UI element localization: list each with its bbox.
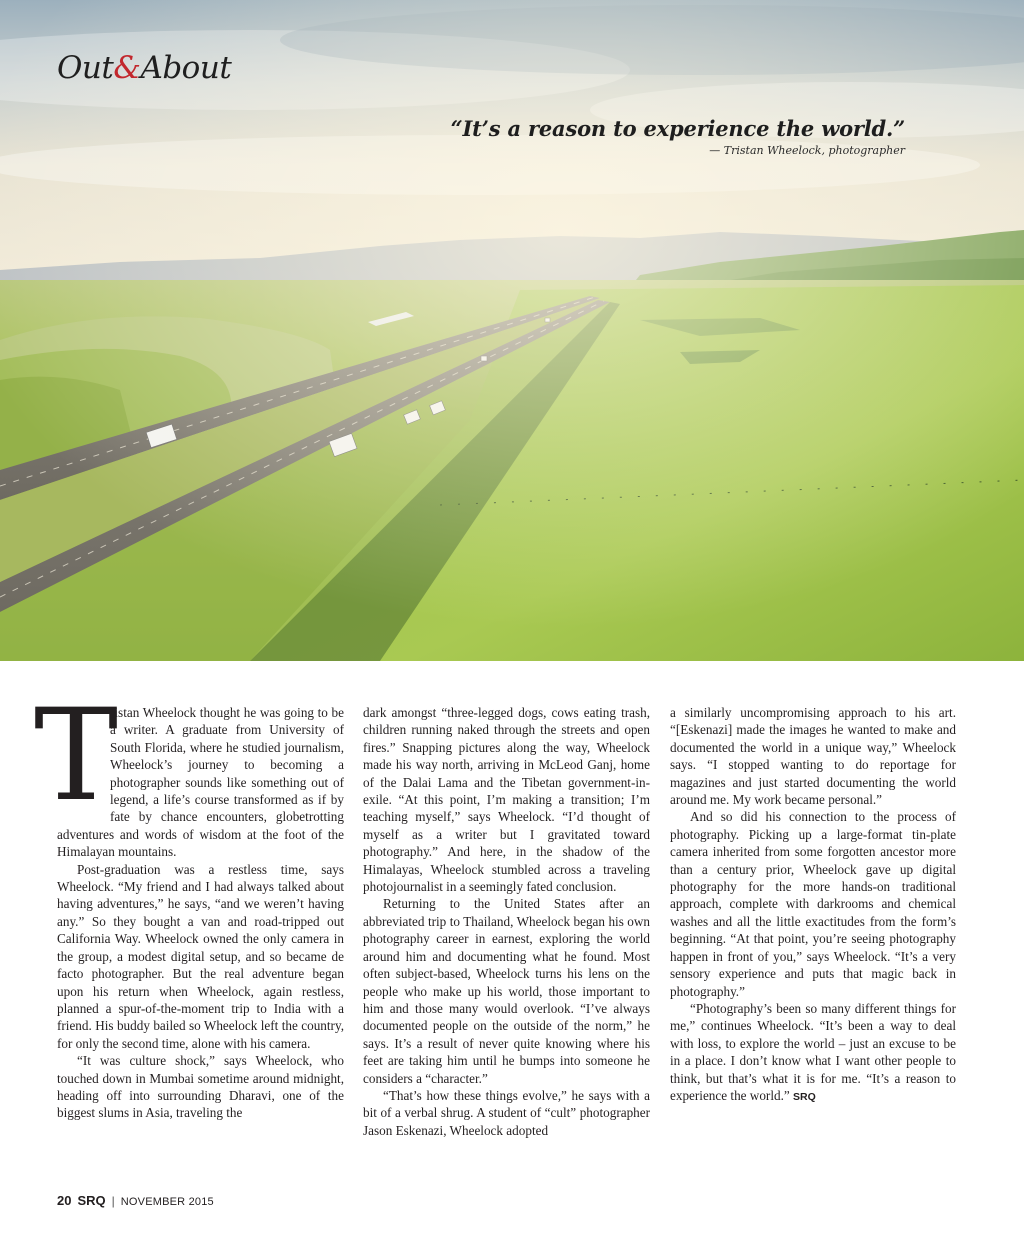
- footer-separator: |: [111, 1194, 115, 1208]
- section-word-out: Out: [57, 50, 114, 86]
- paragraph: “That’s how these things evolve,” he says with a bit of a verbal shrug. A student of “cult” photographer Jason Eskenazi, Wheelock adopted: [363, 1087, 650, 1138]
- paragraph-text: “Photography’s been so many different things for me,” continues Wheelock. “It’s been a way to deal with loss, to explore the world – just an excuse to be in a place. I don’t know what I want other people to think, but that’s what it is for me. “It’s a reason to experience the world.”: [670, 1000, 956, 1103]
- article-column-1: [34, 682, 344, 1122]
- page-number: 20: [57, 1193, 72, 1208]
- end-mark: SRQ: [793, 1090, 816, 1103]
- paragraph: [670, 1000, 956, 1106]
- paragraph: Post-graduation was a restless time, says Wheelock. “My friend and I had always talked about having adventures,” he says, “and we weren’t having any.” So they bought a van and road-tripped out California Way. Wheelock owned the only camera in the group, a modest digital setup, and so became de facto photographer. But the real adventure began upon his return when Wheelock, again restless, planned a spur-of-the-moment trip to India with a friend. His buddy bailed so Wheelock left the country, for only the second time, alone with his camera.: [57, 861, 344, 1051]
- magazine-name: SRQ: [77, 1193, 106, 1208]
- paragraph: ristan Wheelock thought he was going to be a writer. A graduate from University of South Florida, where he studied journalism, Wheelock’s journey to becoming a photographer sounds like something out of legend, a life’s course transformed as if by fate by chance encounters, globetrotting adventures and words of wisdom at the foot of the Himalayan mountains.: [57, 705, 344, 860]
- drop-cap-letter: T: [34, 682, 119, 829]
- section-word-about: About: [140, 50, 232, 86]
- page-footer: [57, 1193, 214, 1208]
- paragraph: dark amongst “three-legged dogs, cows eating trash, children running naked through the streets and open fires.” Snapping pictures along the way, Wheelock made his way north, arriving in McLeod Ganj, home of the Dalai Lama and the Tibetan government-in-exile. “At this point, I’m making a transition; I’m teaching myself,” says Wheelock. “I’d thought of myself as a writer but I gravitated toward photography.” And here, in the shadow of the Himalayas, Wheelock stumbled across a traveling photojournalist in a seemingly fated conclusion.: [363, 705, 650, 895]
- issue-date: NOVEMBER 2015: [120, 1196, 214, 1208]
- section-label: [57, 50, 231, 86]
- pull-quote-text: “It’s a reason to experience the world.”: [450, 116, 905, 141]
- paragraph: “It was culture shock,” says Wheelock, who touched down in Mumbai sometime around midnight, heading off into surrounding Dharavi, one of the biggest slums in Asia, traveling the: [57, 1053, 344, 1121]
- pull-quote: [451, 116, 905, 157]
- article-column-3: [670, 704, 956, 1106]
- drop-cap: [34, 682, 119, 829]
- paragraph: Returning to the United States after an abbreviated trip to Thailand, Wheelock began his own photography career in earnest, exploring the world around him and documenting what he found. Most often subject-based, Wheelock turns his lens on the people who make up his world, those important to him and those many would overlook. “I’ve always documented people on the outside of the norm,” he says. It’s a result of never quite knowing where his feet are taking him until he bumps into someone he considers a “character.”: [363, 896, 650, 1086]
- article-column-2: [363, 704, 650, 1139]
- pull-quote-attribution: — Tristan Wheelock, photographer: [709, 144, 905, 157]
- paragraph: And so did his connection to the process of photography. Picking up a large-format tin-plate camera inherited from some forgotten ancestor more than a century prior, Wheelock gave up digital photography for the more hands-on traditional approach, complete with darkrooms and chemical washes and all the little exactitudes from the form’s beginning. “At that point, you’re seeing photography happen in front of you,” says Wheelock. “It’s a very sensory experience and puts that magic back in photography.”: [670, 809, 956, 999]
- paragraph: a similarly uncompromising approach to his art. “[Eskenazi] made the images he wanted to make and documented the world in a unique way,” Wheelock says. “I stopped wanting to do reportage for magazines and just started documenting the world around me. My work became personal.”: [670, 705, 956, 808]
- section-ampersand: &: [113, 50, 141, 86]
